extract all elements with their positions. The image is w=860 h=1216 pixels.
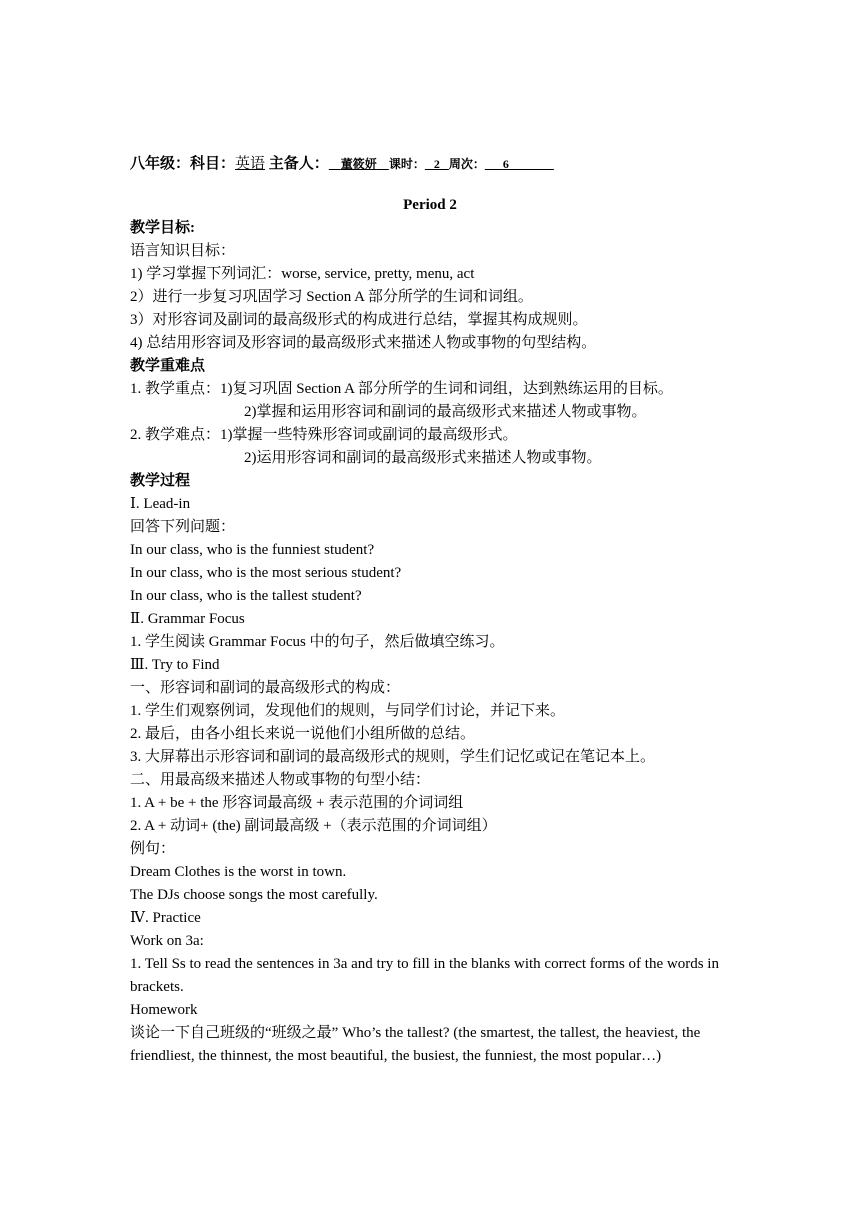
period-value: 2 <box>433 157 440 171</box>
text-line: 例句： <box>130 841 176 857</box>
text-line: 1. 学生阅读 Grammar Focus 中的句子，然后做填空练习。 <box>130 634 505 650</box>
text-line: Ⅳ. Practice <box>130 910 201 926</box>
text-line: Ⅲ. Try to Find <box>130 657 220 673</box>
section-heading: 教学目标: <box>130 220 195 236</box>
preparer-value: 董筱妍 <box>340 157 377 171</box>
text-line: 1. Tell Ss to read the sentences in 3a and try to fill in the blanks with correct forms of the words in brackets. <box>130 956 719 995</box>
text-line: 1. 教学重点：1)复习巩固 Section A 部分所学的生词和词组，达到熟练运用的目标。 <box>130 381 673 397</box>
text-line: 1. 学生们观察例词，发现他们的规则，与同学们讨论，并记下来。 <box>130 703 566 719</box>
grade-label: 八年级：科目： <box>130 156 236 172</box>
text-line: 3. 大屏幕出示形容词和副词的最高级形式的规则，学生们记忆或记在笔记本上。 <box>130 749 656 765</box>
section-heading: 教学重难点 <box>130 358 206 374</box>
text-line: 1. A + be + the 形容词最高级 + 表示范围的介词词组 <box>130 795 464 811</box>
text-line: Dream Clothes is the worst in town. <box>130 864 347 880</box>
text-line: 2. 最后，由各小组长来说一说他们小组所做的总结。 <box>130 726 476 742</box>
text-line: 谈论一下自己班级的“班级之最” Who’s the tallest? (the smartest, the tallest, the heaviest, the friendliest, the thinnest, the most beautiful, the busiest, the funniest, the most popular…) <box>130 1025 701 1064</box>
section-heading: 教学过程 <box>130 473 191 489</box>
text-line: Work on 3a: <box>130 933 204 949</box>
text-line: 回答下列问题： <box>130 519 236 535</box>
text-line: 一、形容词和副词的最高级形式的构成： <box>130 680 401 696</box>
text-line: 1) 学习掌握下列词汇：worse, service, pretty, menu, act <box>130 266 475 282</box>
text-line: In our class, who is the funniest student? <box>130 542 375 558</box>
subject-value: 英语 <box>235 156 266 172</box>
text-line: 语言知识目标： <box>130 243 236 259</box>
text-line: Ⅱ. Grammar Focus <box>130 611 245 627</box>
text-line: The DJs choose songs the most carefully. <box>130 887 378 903</box>
text-line: 2)运用形容词和副词的最高级形式来描述人物或事物。 <box>244 450 602 466</box>
page-title: Period 2 <box>403 197 457 213</box>
text-line: In our class, who is the most serious student? <box>130 565 402 581</box>
text-line: 4) 总结用形容词及形容词的最高级形式来描述人物或事物的句型结构。 <box>130 335 597 351</box>
text-line: 2)掌握和运用形容词和副词的最高级形式来描述人物或事物。 <box>244 404 647 420</box>
text-line: Homework <box>130 1002 198 1018</box>
preparer-label: 主备人： <box>268 156 329 172</box>
document-body <box>130 217 730 1068</box>
text-line: 3）对形容词及副词的最高级形式的构成进行总结，掌握其构成规则。 <box>130 312 588 328</box>
week-value: 6 <box>502 157 509 171</box>
text-line: 2. 教学难点：1)掌握一些特殊形容词或副词的最高级形式。 <box>130 427 518 443</box>
week-label: 周次： <box>448 157 485 171</box>
text-line: 2）进行一步复习巩固学习 Section A 部分所学的生词和词组。 <box>130 289 533 305</box>
text-line: 2. A + 动词+ (the) 副词最高级 +（表示范围的介词词组） <box>130 818 497 834</box>
period-label: 课时： <box>388 157 425 171</box>
text-line: 二、用最高级来描述人物或事物的句型小结： <box>130 772 431 788</box>
document-header <box>130 152 554 173</box>
text-line: In our class, who is the tallest student? <box>130 588 362 604</box>
text-line: Ⅰ. Lead-in <box>130 496 191 512</box>
